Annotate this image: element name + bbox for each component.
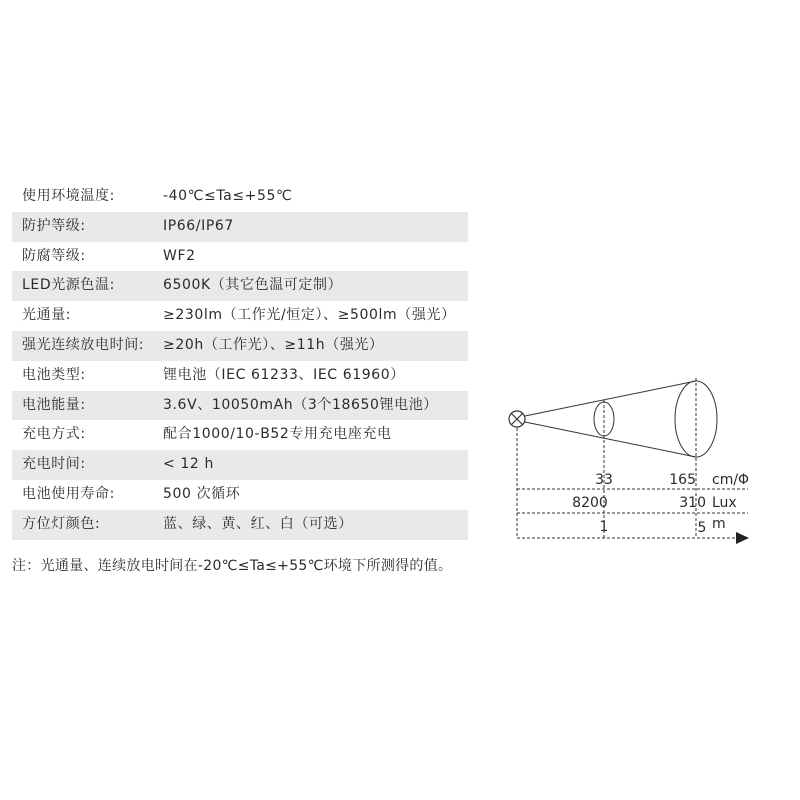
spec-label: 强光连续放电时间: [22, 336, 145, 353]
spec-label: 防护等级: [22, 217, 86, 234]
spec-value: IP66/IP67 [163, 217, 234, 234]
diameter-unit-label: cm/Φ [712, 472, 750, 488]
spec-value: -40℃≤Ta≤+55℃ [163, 188, 293, 204]
illuminance-far-label: 310 [679, 495, 706, 511]
diameter-near-label: 33 [595, 472, 613, 488]
spec-value: ≥20h（工作光）、≥11h（强光） [163, 336, 384, 353]
illuminance-near-label: 8200 [572, 495, 608, 511]
spec-label: 光通量: [22, 307, 72, 324]
spec-value: 蓝、绿、黄、红、白（可选） [163, 515, 353, 532]
distance-unit-label: m [712, 516, 726, 532]
spec-label: 电池类型: [22, 366, 86, 383]
spec-value: 500 次循环 [163, 485, 241, 502]
spec-value: 锂电池（IEC 61233、IEC 61960） [163, 366, 405, 383]
spec-label: 充电方式: [22, 426, 86, 443]
spec-label: 使用环境温度: [22, 188, 115, 204]
spec-value: 3.6V、10050mAh（3个18650锂电池） [163, 396, 438, 413]
spec-label: 防腐等级: [22, 247, 86, 264]
distance-far-label: 5 [697, 520, 707, 536]
spec-value: 6500K（其它色温可定制） [163, 277, 343, 294]
spec-label: 电池能量: [22, 396, 86, 413]
spec-value: < 12 h [163, 456, 214, 473]
beam-upper-edge [525, 381, 696, 416]
spec-label: 充电时间: [22, 456, 86, 473]
distance-near-label: 1 [599, 519, 609, 535]
illuminance-unit-label: Lux [712, 495, 737, 511]
spec-label: 电池使用寿命: [22, 485, 115, 502]
spec-value: WF2 [163, 247, 196, 264]
spec-label: 方位灯颜色: [22, 515, 101, 532]
diameter-far-label: 165 [669, 472, 696, 488]
spec-label: LED光源色温: [22, 277, 115, 294]
footnote: 注：光通量、连续放电时间在-20℃≤Ta≤+55℃环境下所测得的值。 [12, 558, 453, 574]
arrow-right-icon [736, 532, 749, 544]
spec-value: 配合1000/10-B52专用充电座充电 [163, 426, 392, 443]
beam-lower-edge [525, 422, 696, 457]
lamp-symbol-icon [509, 411, 525, 427]
spec-value: ≥230lm（工作光/恒定）、≥500lm（强光） [163, 307, 456, 324]
